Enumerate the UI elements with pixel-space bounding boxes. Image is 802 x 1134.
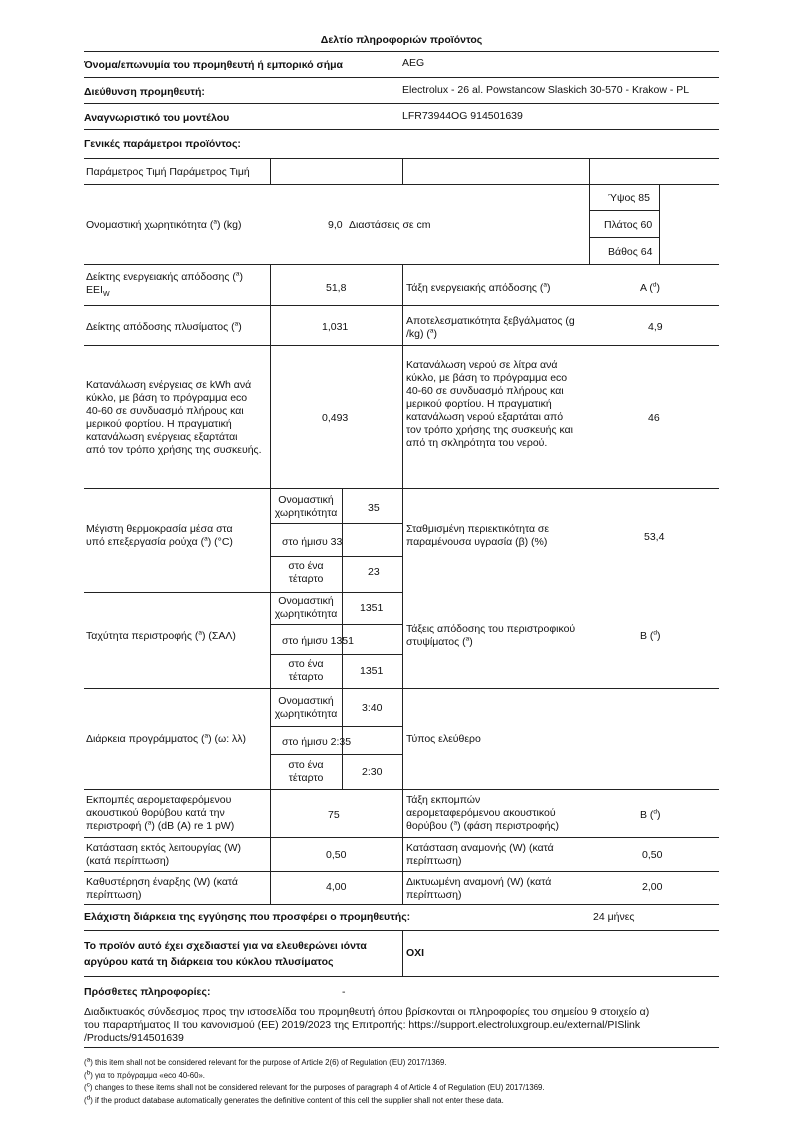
address-label: Διεύθυνση προμηθευτή: (84, 86, 205, 98)
duration-label: Διάρκεια προγράμματος ($^a$) (ω: λλ) (86, 732, 247, 745)
capacity-label: Ονομαστική χωρητικότητα ($^a$) (kg) (86, 218, 242, 231)
footnote-a: ($^a$) this item shall not be considered relevant for the purpose of Article 2(6) of Regulation (EU) 2017/1369. (84, 1056, 447, 1067)
standby-value: 0,50 (642, 849, 663, 861)
spin-speed-label: Ταχύτητα περιστροφής ($^a$) (ΣΑΛ) (86, 629, 236, 642)
supplier-value: AEG (402, 57, 425, 69)
temp-quarter-label: στο ένα τέταρτο (288, 560, 324, 585)
depth-value: Βάθος 64 (608, 246, 653, 258)
energy-class-label: Τάξη ενεργειακής απόδοσης ($^a$) (406, 281, 551, 294)
width-value: Πλάτος 60 (604, 219, 653, 231)
network-standby-label: Δικτυωμένη αναμονή (W) (κατά περίπτωση) (406, 876, 552, 901)
off-mode-value: 0,50 (326, 849, 347, 861)
rinse-label: Αποτελεσματικότητα ξεβγάλματος (g /kg) ($^a$) (406, 315, 575, 340)
model-label: Αναγνωριστικό του μοντέλου (84, 112, 230, 124)
moisture-value: 53,4 (644, 531, 665, 543)
water-consumption-value: 46 (648, 412, 660, 424)
silver-ions-value: ΟΧΙ (406, 947, 425, 959)
eei-label: Δείκτης ενεργειακής απόδοσης ($^a$) (86, 270, 243, 283)
document-title: Δελτίο πληροφοριών προϊόντος (320, 34, 483, 46)
params-header: Παράμετρος Τιμή Παράμετρος Τιμή (86, 166, 250, 178)
additional-info-label: Πρόσθετες πληροφορίες: (84, 986, 211, 998)
temp-quarter-value: 23 (368, 566, 380, 578)
silver-ions-label: Το προϊόν αυτό έχει σχεδιαστεί για να ελευθερώνει ιόντα αργύρου κατά τη διάρκεια του κύκλου πλυσίματος (84, 940, 367, 968)
footnote-b: ($^b$) για το πρόγραμμα «eco 40-60». (84, 1068, 205, 1080)
eei-sub-label: $EEI_W$ (86, 284, 110, 299)
noise-value: 75 (328, 809, 340, 821)
supplier-label: Όνομα/επωνυμία του προμηθευτή ή εμπορικό σήμα (84, 59, 344, 71)
spin-full-value: 1351 (360, 602, 384, 614)
height-value: Ύψος 85 (608, 192, 650, 204)
divider (84, 51, 719, 52)
duration-full-value: 3:40 (362, 702, 383, 714)
footnotes (84, 1057, 545, 1107)
moisture-label: Σταθμισμένη περιεκτικότητα σε παραμένουσα υγρασία (β) (%) (406, 523, 550, 548)
network-standby-value: 2,00 (642, 881, 663, 893)
capacity-value: 9,0 (328, 219, 343, 231)
duration-quarter-value: 2:30 (362, 766, 383, 778)
duration-rated-label: Ονομαστική χωρητικότητα (274, 695, 338, 720)
general-params-heading: Γενικές παράμετροι προϊόντος: (84, 138, 241, 150)
type-label: Τύπος ελεύθερο (406, 733, 481, 745)
wash-index-label: Δείκτης απόδοσης πλυσίματος ($^a$) (86, 320, 242, 333)
warranty-label: Ελάχιστη διάρκεια της εγγύησης που προσφέρει ο προμηθευτής: (84, 911, 411, 923)
spin-class-label: Τάξεις απόδοσης του περιστροφικού στυψίματος ($^a$) (406, 623, 576, 648)
spin-quarter-value: 1351 (360, 665, 384, 677)
temp-full-value: 35 (368, 502, 380, 514)
noise-class-value: B ($^d$) (640, 808, 661, 821)
delay-start-label: Καθυστέρηση έναρξης (W) (κατά περίπτωση) (86, 876, 238, 901)
model-value: LFR73944OG 914501639 (402, 110, 523, 122)
address-value: Electrolux - 26 al. Powstancow Slaskich 30-570 - Krakow - PL (402, 84, 690, 96)
additional-info-value: - (342, 986, 346, 998)
max-temp-label: Μέγιστη θερμοκρασία μέσα στα υπό επεξεργασία ρούχα ($^a$) (°C) (86, 523, 233, 548)
duration-half: στο ήμισυ 2:35 (282, 736, 352, 748)
temp-rated-label: Ονομαστική χωρητικότητα (274, 494, 338, 519)
eei-value: 51,8 (326, 282, 347, 294)
duration-quarter-label: στο ένα τέταρτο (288, 759, 324, 784)
divider (84, 103, 719, 104)
delay-start-value: 4,00 (326, 881, 347, 893)
spin-half: στο ήμισυ 1351 (282, 635, 354, 647)
footnote-d: ($^d$) if the product database automatically generates the definitive content of this cell the supplier shall not enter these data. (84, 1093, 504, 1105)
dimensions-label: Διαστάσεις σε cm (349, 219, 431, 231)
spin-class-value: B ($^d$) (640, 629, 661, 642)
noise-class-label: Τάξη εκπομπών αερομεταφερόμενου ακουστικού θορύβου ($^a$) (φάση περιστροφής) (406, 794, 559, 832)
temp-half: στο ήμισυ 33 (282, 536, 343, 548)
water-consumption-label: Κατανάλωση νερού σε λίτρα ανά κύκλο, με βάση το πρόγραμμα eco 40-60 σε συνδυασμό πλήρους και μερικού φορτίου. Η πραγματική κατανάλωση νερού εξαρτάται από τον τρόπο χρήσης της συσκευής και από τη σκληρότητα του νερού. (406, 359, 573, 449)
off-mode-label: Κατάσταση εκτός λειτουργίας (W) (κατά περίπτωση) (86, 842, 242, 867)
energy-class-value: A ($^d$) (640, 281, 660, 294)
spin-quarter-label: στο ένα τέταρτο (288, 658, 324, 683)
noise-label: Εκπομπές αερομεταφερόμενου ακουστικού θορύβου κατά την περιστροφή ($^a$) (dB (A) re 1 pW) (86, 794, 235, 832)
footnote-c: ($^c$) changes to these items shall not be considered relevant for the purposes of paragraph 4 of Article 4 of Regulation (EU) 2017/1369. (84, 1081, 545, 1092)
standby-label: Κατάσταση αναμονής (W) (κατά περίπτωση) (406, 842, 554, 867)
divider (84, 129, 719, 130)
rinse-value: 4,9 (648, 321, 663, 333)
wash-index-value: 1,031 (322, 321, 349, 333)
spin-rated-label: Ονομαστική χωρητικότητα (274, 595, 338, 620)
divider (84, 77, 719, 78)
energy-consumption-label: Κατανάλωση ενέργειας σε kWh ανά κύκλο, με βάση το πρόγραμμα eco 40-60 σε συνδυασμό πλήρους και μερικού φορτίου. Η πραγματική κατανάλωση ενέργειας εξαρτάται από τον τρόπο χρήσης της συσκευής. (86, 379, 262, 456)
warranty-value: 24 μήνες (593, 911, 635, 923)
supplier-link-text: Διαδικτυακός σύνδεσμος προς την ιστοσελίδα του προμηθευτή όπου βρίσκονται οι πληροφορίες του σημείου 9 στοιχείο α) του παραρτήματος II του κανονισμού (ΕΕ) 2019/2023 της Επιτροπής: https://support.electroluxgroup.eu/external/PISlink /Products/914501639 (84, 1006, 650, 1044)
energy-consumption-value: 0,493 (322, 412, 349, 424)
